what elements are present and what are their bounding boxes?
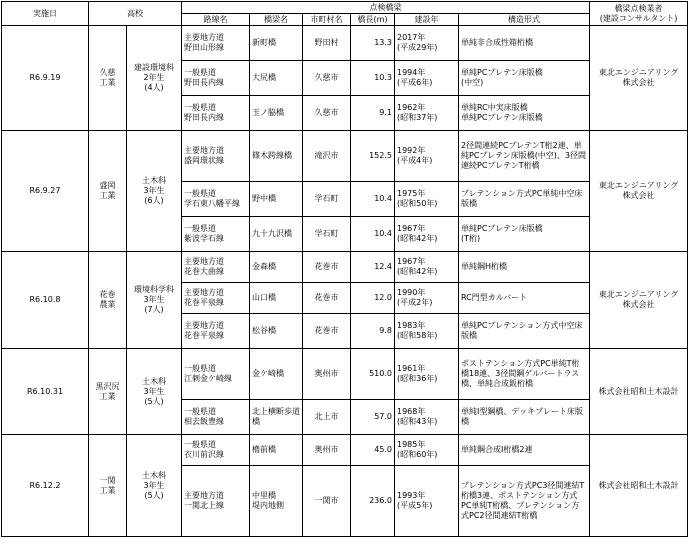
- length-cell: 10.4: [351, 217, 395, 252]
- school-cell: 久慈 工業: [89, 26, 127, 131]
- year-cell: 1968年 (昭和43年): [395, 400, 459, 435]
- city-cell: 奥州市: [303, 435, 351, 466]
- length-cell: 57.0: [351, 400, 395, 435]
- year-cell: 1962年 (昭和37年): [395, 96, 459, 131]
- bridge-cell: 松谷橋: [250, 314, 303, 349]
- company-cell: 東北エンジニアリング 株式会社: [590, 252, 688, 349]
- school-cell: 黒沢尻 工業: [89, 349, 127, 435]
- company-cell: 東北エンジニアリング 株式会社: [590, 131, 688, 252]
- company-cell: 東北エンジニアリング 株式会社: [590, 26, 688, 131]
- structure-cell: 2径間連続PCプレテンT桁2連、単純PCプレテン床版橋(中空)、3径間連続PCプレテンT桁橋: [459, 131, 590, 182]
- dept-cell: 土木科 3年生 (5人): [127, 435, 182, 537]
- length-cell: 152.5: [351, 131, 395, 182]
- structure-cell: RC門型カルバート: [459, 283, 590, 314]
- table-row: [2, 26, 688, 61]
- year-cell: 1975年 (昭和50年): [395, 182, 459, 217]
- route-cell: 主要地方道 花巻平泉線: [182, 283, 250, 314]
- header-school: 高校: [89, 2, 182, 26]
- header-inspected-bridges: 点検橋梁: [182, 2, 590, 14]
- route-cell: 主要地方道 野田山形線: [182, 26, 250, 61]
- structure-cell: プレテンション方式PC単純中空床版橋: [459, 182, 590, 217]
- route-cell: 一般県道 野田長内線: [182, 61, 250, 96]
- bridge-inspection-table: [1, 1, 688, 537]
- bridge-cell: 九十九沢橋: [250, 217, 303, 252]
- structure-cell: 単純PCプレテン床版橋 (中空): [459, 61, 590, 96]
- table-row: [2, 349, 688, 400]
- structure-cell: 単純鋼H桁橋: [459, 252, 590, 283]
- dept-cell: 土木科 3年生 (5人): [127, 349, 182, 435]
- route-cell: 一般県道 紫波学石線: [182, 217, 250, 252]
- school-cell: 盛岡 工業: [89, 131, 127, 252]
- city-cell: 奥州市: [303, 349, 351, 400]
- structure-cell: 単純鋼合成I桁橋2連: [459, 435, 590, 466]
- bridge-cell: 金ケ崎橋: [250, 349, 303, 400]
- dept-cell: 環境科学科 3年生 (7人): [127, 252, 182, 349]
- bridge-cell: 新町橋: [250, 26, 303, 61]
- bridge-cell: 篠木跨線橋: [250, 131, 303, 182]
- city-cell: 花巻市: [303, 314, 351, 349]
- header-company: 橋梁点検業者 (建設コンサルタント): [590, 2, 688, 26]
- route-cell: 主要地方道 花巻大曲線: [182, 252, 250, 283]
- header-structure: 構造形式: [459, 14, 590, 26]
- structure-cell: ポストテンション方式PC単純T桁橋18連、3径間鋼ゲルバートラス橋、単純合成鈑桁橋: [459, 349, 590, 400]
- bridge-cell: 野中橋: [250, 182, 303, 217]
- year-cell: 1992年 (平成4年): [395, 131, 459, 182]
- year-cell: 1990年 (平成2年): [395, 283, 459, 314]
- route-cell: 主要地方道 盛岡環状線: [182, 131, 250, 182]
- header-year: 建設年: [395, 14, 459, 26]
- structure-cell: 単純PCプレテンション方式中空床版橋: [459, 314, 590, 349]
- length-cell: 13.3: [351, 26, 395, 61]
- bridge-cell: 北上横断歩道橋: [250, 400, 303, 435]
- structure-cell: 単純RC中実床版橋 単純PCプレテン床版橋: [459, 96, 590, 131]
- school-cell: 花巻 農業: [89, 252, 127, 349]
- structure-cell: 単純PCプレテン床版橋 (T桁): [459, 217, 590, 252]
- year-cell: 1985年 (昭和60年): [395, 435, 459, 466]
- route-cell: 一般県道 学石東八幡平線: [182, 182, 250, 217]
- route-cell: 一般県道 衣川前沢線: [182, 435, 250, 466]
- bridge-cell: 山口橋: [250, 283, 303, 314]
- table-row: [2, 131, 688, 182]
- date-cell: R6.10.8: [2, 252, 89, 349]
- route-cell: 一般県道 野田長内線: [182, 96, 250, 131]
- dept-cell: 建設環境科 2年生 (4人): [127, 26, 182, 131]
- school-cell: 一関 工業: [89, 435, 127, 537]
- header-route: 路線名: [182, 14, 250, 26]
- city-cell: 滝沢市: [303, 131, 351, 182]
- bridge-cell: 櫓前橋: [250, 435, 303, 466]
- date-cell: R6.12.2: [2, 435, 89, 537]
- bridge-cell: 大尻橋: [250, 61, 303, 96]
- length-cell: 510.0: [351, 349, 395, 400]
- table-row: [2, 435, 688, 466]
- header-bridge: 橋梁名: [250, 14, 303, 26]
- bridge-cell: 中里橋 堤内地側: [250, 466, 303, 537]
- year-cell: 1967年 (昭和42年): [395, 252, 459, 283]
- date-cell: R6.9.27: [2, 131, 89, 252]
- route-cell: 一般県道 相去飯豊線: [182, 400, 250, 435]
- route-cell: 主要地方道 花巻平泉線: [182, 314, 250, 349]
- city-cell: 学石町: [303, 182, 351, 217]
- length-cell: 9.8: [351, 314, 395, 349]
- city-cell: 一関市: [303, 466, 351, 537]
- bridge-cell: 金森橋: [250, 252, 303, 283]
- year-cell: 1967年 (昭和42年): [395, 217, 459, 252]
- header-length: 橋長(m): [351, 14, 395, 26]
- structure-cell: プレテンション方式PC3径間連結T桁橋3連、ポストテンション方式PC単純T桁橋、プレテンション方式PC2径間連結T桁橋: [459, 466, 590, 537]
- length-cell: 45.0: [351, 435, 395, 466]
- city-cell: 学石町: [303, 217, 351, 252]
- year-cell: 2017年 (平成29年): [395, 26, 459, 61]
- city-cell: 花巻市: [303, 252, 351, 283]
- structure-cell: 単純I型鋼橋、デッキプレート床版橋: [459, 400, 590, 435]
- dept-cell: 土木科 3年生 (6人): [127, 131, 182, 252]
- length-cell: 12.0: [351, 283, 395, 314]
- city-cell: 野田村: [303, 26, 351, 61]
- year-cell: 1994年 (平成6年): [395, 61, 459, 96]
- date-cell: R6.9.19: [2, 26, 89, 131]
- date-cell: R6.10.31: [2, 349, 89, 435]
- length-cell: 236.0: [351, 466, 395, 537]
- bridge-cell: 玉ノ脇橋: [250, 96, 303, 131]
- company-cell: 株式会社昭和土木設計: [590, 349, 688, 435]
- header-date: 実施日: [2, 2, 89, 26]
- structure-cell: 単純非合成性箱桁橋: [459, 26, 590, 61]
- city-cell: 北上市: [303, 400, 351, 435]
- length-cell: 9.1: [351, 96, 395, 131]
- length-cell: 12.4: [351, 252, 395, 283]
- city-cell: 久慈市: [303, 96, 351, 131]
- length-cell: 10.4: [351, 182, 395, 217]
- city-cell: 花巻市: [303, 283, 351, 314]
- route-cell: 主要地方道 一関北上線: [182, 466, 250, 537]
- company-cell: 株式会社昭和土木設計: [590, 435, 688, 537]
- year-cell: 1961年 (昭和36年): [395, 349, 459, 400]
- city-cell: 久慈市: [303, 61, 351, 96]
- table-row: [2, 252, 688, 283]
- header-city: 市町村名: [303, 14, 351, 26]
- length-cell: 10.3: [351, 61, 395, 96]
- year-cell: 1983年 (昭和58年): [395, 314, 459, 349]
- route-cell: 一般県道 江刺金ケ崎線: [182, 349, 250, 400]
- year-cell: 1993年 (平成5年): [395, 466, 459, 537]
